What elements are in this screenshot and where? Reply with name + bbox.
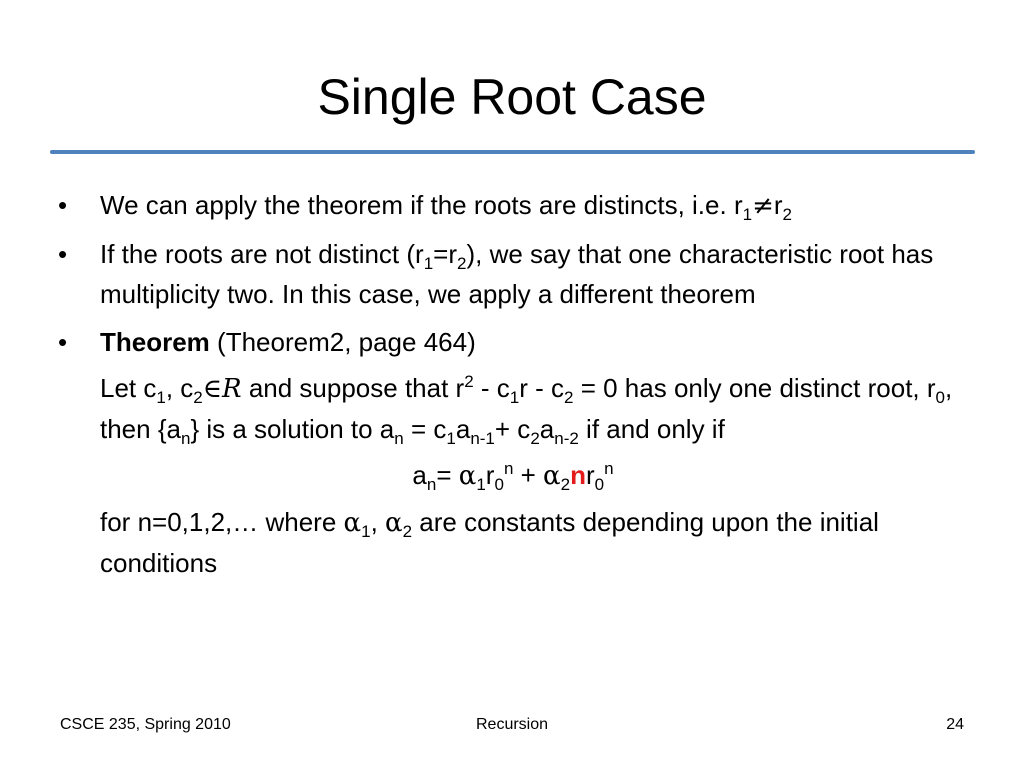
title-underline [50,150,975,154]
text: and suppose that r [241,373,465,403]
footer-page-number: 24 [946,716,964,733]
text: Let c [100,373,157,403]
formula-text: a [412,460,427,490]
superscript: n [604,459,614,478]
footer-course: CSCE 235, Spring 2010 [60,716,231,733]
subscript: n [394,429,404,448]
element-of-symbol: ∈ [202,374,223,404]
subscript: 2 [782,205,793,224]
bullet-item-distinct-roots [58,185,968,226]
subscript: n-2 [554,429,579,448]
bullet-text: =r [433,239,458,269]
alpha-symbol: α [458,461,477,491]
formula-text: + [513,460,544,490]
subscript: 1 [156,388,166,407]
alpha-symbol: α [385,508,403,538]
bullet-marker: • [58,239,68,269]
subscript: 2 [560,475,571,494]
subscript: 0 [935,388,945,407]
text: for n=0,1,2,… where [100,507,344,537]
slide-body [58,185,968,591]
bullet-text: We can apply the theorem if the roots are distincts, i.e. r [100,190,743,220]
text: , [370,507,386,537]
subscript: 2 [530,429,540,448]
theorem-reference: (Theorem2, page 464) [209,327,476,357]
superscript: n [503,459,514,478]
bullet-text: If the roots are not distinct (r [100,239,424,269]
highlighted-n: n [570,460,586,490]
text: = 0 has only one distinct root, r [573,373,936,403]
formula-text: r [485,460,495,490]
reals-symbol: R [222,374,242,404]
subscript: 1 [423,254,434,273]
text: if and only if [578,414,725,444]
subscript: 2 [564,388,574,407]
subscript: n [180,429,191,448]
subscript: n-1 [470,429,495,448]
subscript: 0 [494,475,504,494]
subscript: 1 [476,475,486,494]
text: a [455,414,471,444]
text: + c [494,414,531,444]
subscript: 1 [742,205,753,224]
text: = c [403,414,447,444]
bullet-marker: • [58,327,68,357]
subscript: 1 [446,429,456,448]
constants-note [58,502,968,583]
text: , then {a [100,373,953,444]
variable-r: r [773,190,783,220]
subscript: n [426,475,437,494]
formula-text: r [585,460,595,490]
theorem-label: Theorem [100,327,210,357]
subscript: 0 [594,475,605,494]
text: , c [165,373,194,403]
superscript: 2 [464,372,474,391]
bullet-item-multiplicity [58,234,968,314]
alpha-symbol: α [343,508,362,538]
solution-formula [58,455,968,496]
bullet-marker: • [58,190,68,220]
text: - c [473,373,510,403]
text: } is a solution to a [190,414,395,444]
alpha-symbol: α [543,461,561,491]
subscript: 2 [193,388,203,407]
theorem-statement [58,368,968,449]
subscript: 1 [361,522,371,541]
slide-title: Single Root Case [317,69,707,125]
not-equal-symbol: ≠ [752,191,774,221]
subscript: 2 [457,254,467,273]
formula-text: = [436,460,459,490]
text: r - c [519,373,565,403]
text: a [539,414,555,444]
footer-topic: Recursion [475,716,549,733]
bullet-text: ), we say that one characteristic root has multiplicity two. In this case, we apply a different theorem [100,239,934,309]
text: are constants depending upon the initial conditions [100,507,879,578]
subscript: 1 [509,388,520,407]
bullet-item-theorem [58,322,968,362]
subscript: 2 [402,522,413,541]
